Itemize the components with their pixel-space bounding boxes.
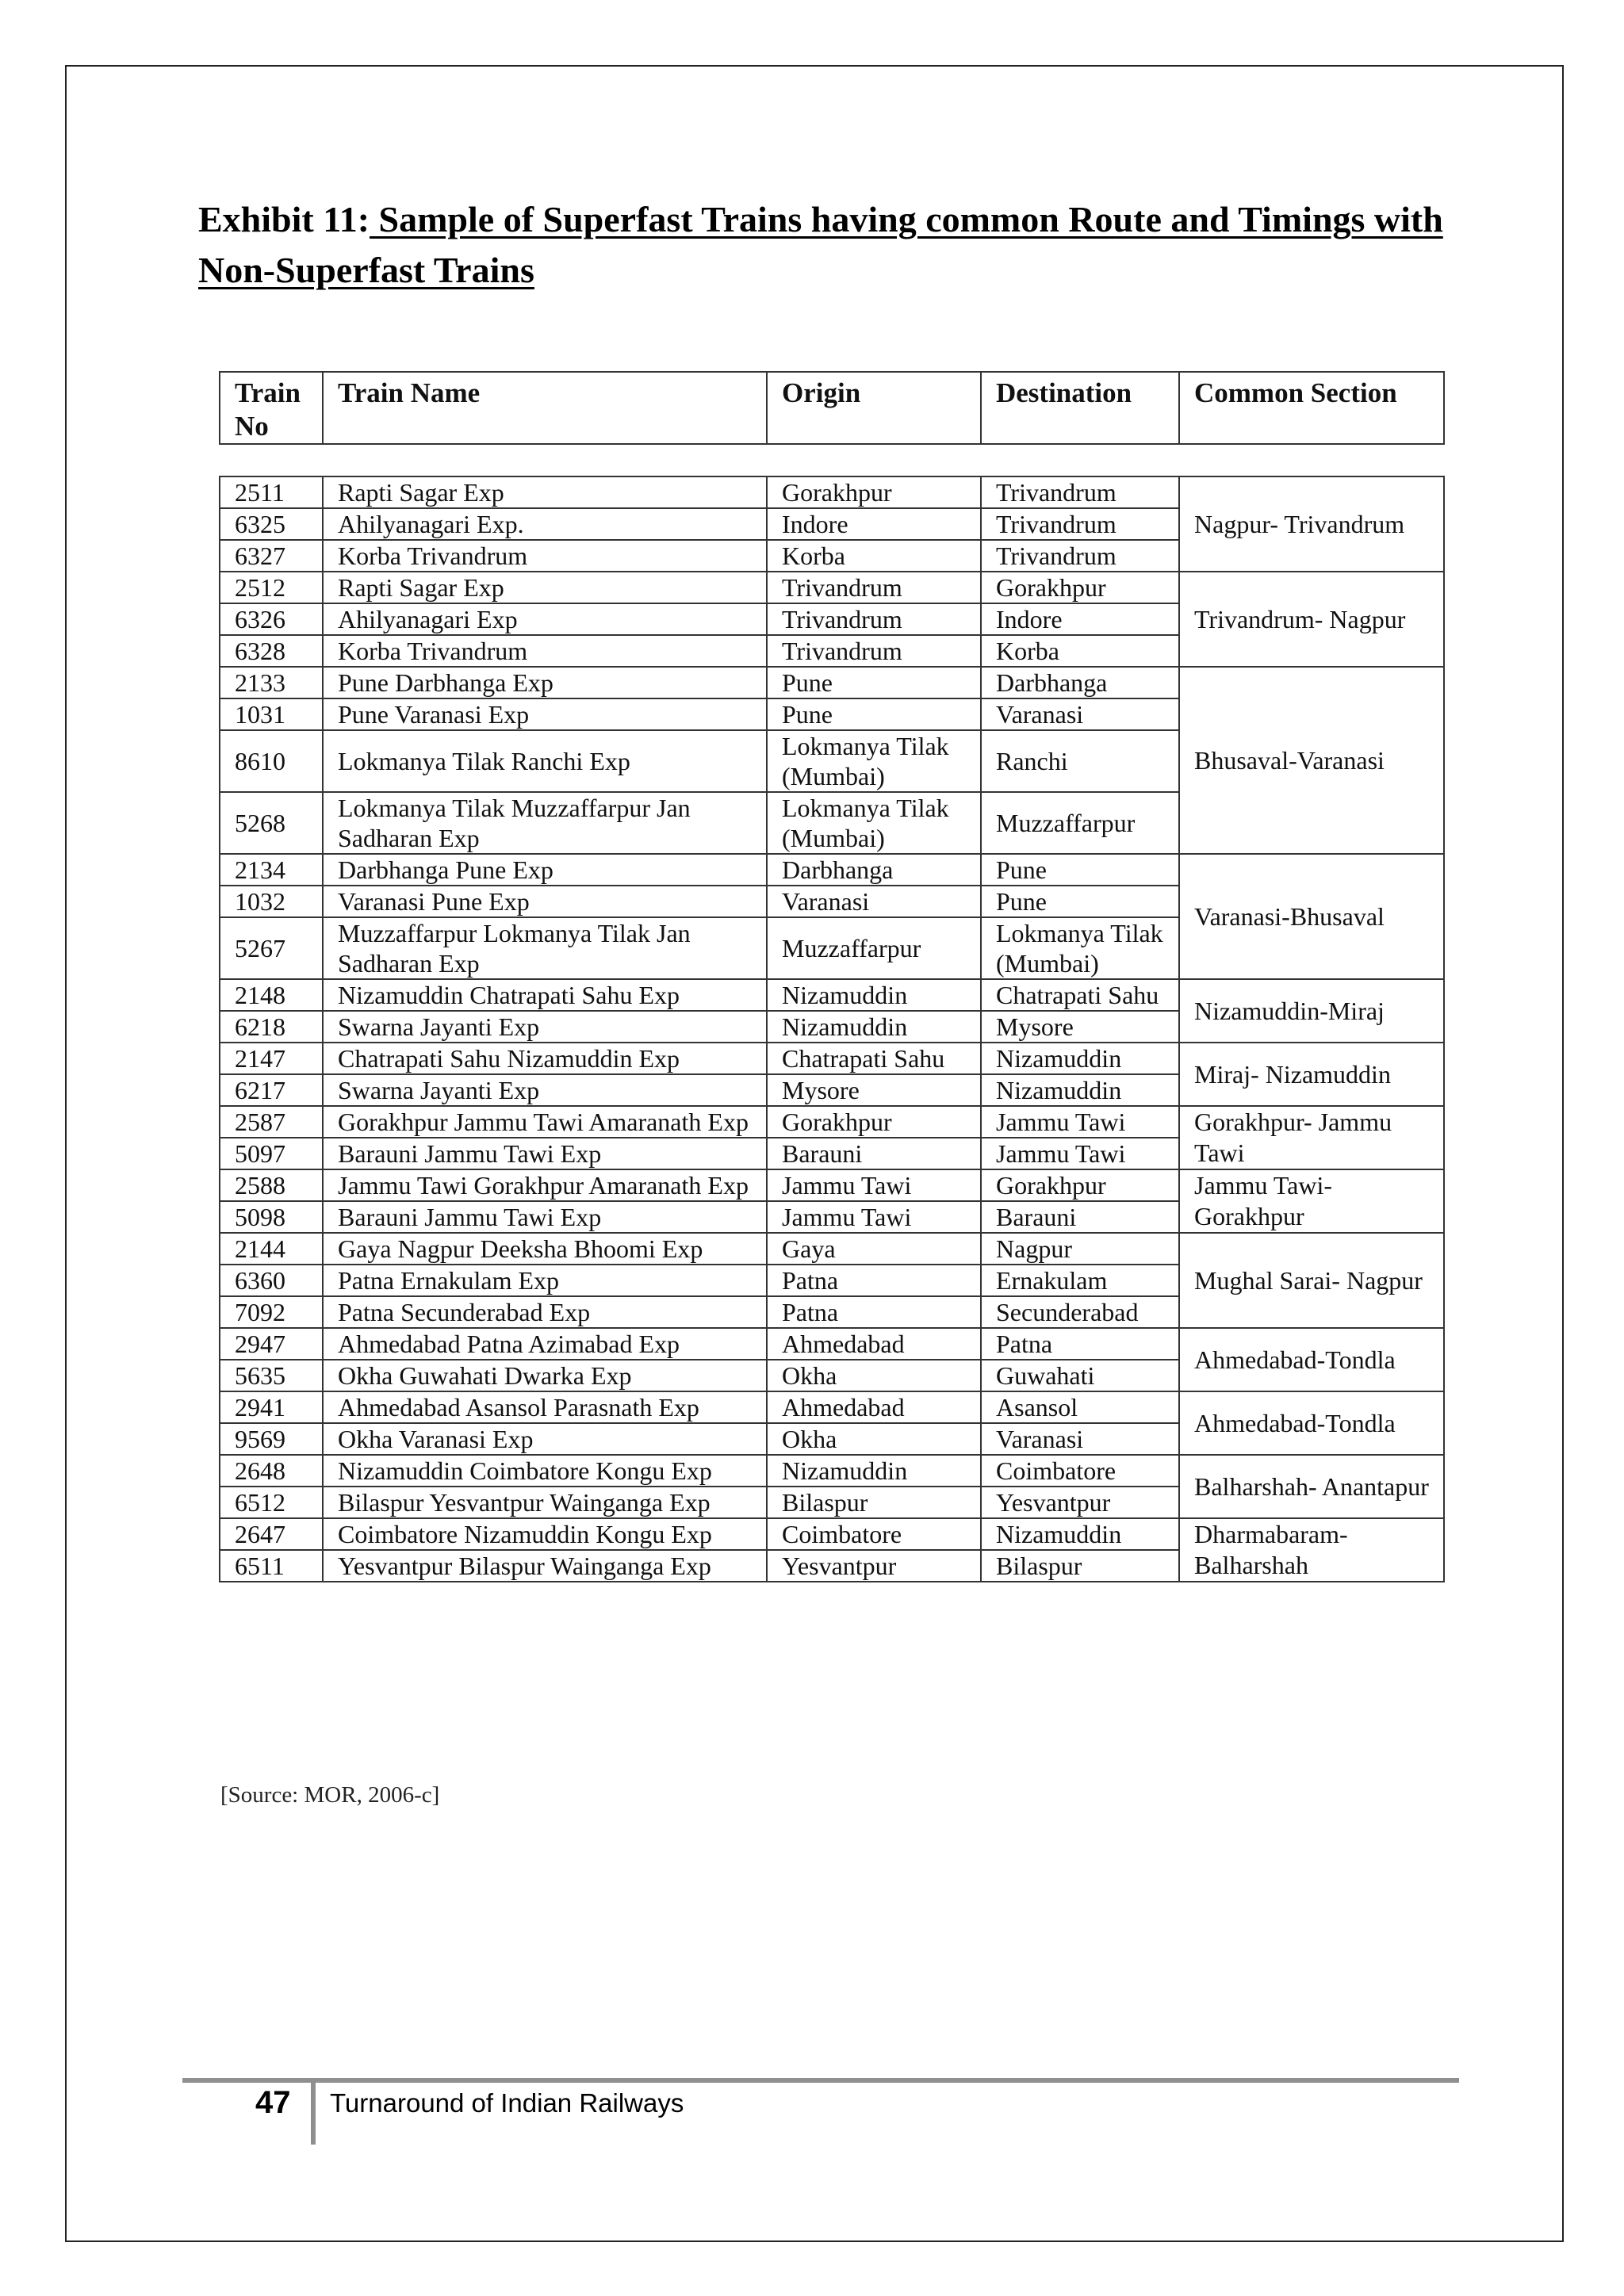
cell-origin: Yesvantpur bbox=[767, 1550, 981, 1582]
cell-origin: Okha bbox=[767, 1423, 981, 1455]
cell-common-section: Nizamuddin-Miraj bbox=[1179, 979, 1444, 1043]
cell-common-section: Mughal Sarai- Nagpur bbox=[1179, 1233, 1444, 1328]
cell-train-name: Chatrapati Sahu Nizamuddin Exp bbox=[323, 1043, 767, 1074]
cell-common-section: Nagpur- Trivandrum bbox=[1179, 476, 1444, 572]
cell-train-name: Rapti Sagar Exp bbox=[323, 476, 767, 508]
cell-origin: Gaya bbox=[767, 1233, 981, 1265]
cell-destination: Jammu Tawi bbox=[981, 1106, 1179, 1138]
cell-train-name: Ahilyanagari Exp. bbox=[323, 508, 767, 540]
cell-train-name: Lokmanya Tilak Ranchi Exp bbox=[323, 730, 767, 792]
cell-train-no: 2587 bbox=[220, 1106, 323, 1138]
cell-origin: Jammu Tawi bbox=[767, 1201, 981, 1233]
cell-train-name: Darbhanga Pune Exp bbox=[323, 854, 767, 886]
table-row bbox=[220, 1233, 1444, 1265]
cell-origin: Trivandrum bbox=[767, 603, 981, 635]
cell-train-no: 7092 bbox=[220, 1296, 323, 1328]
cell-origin: Pune bbox=[767, 667, 981, 698]
cell-train-name: Ahmedabad Patna Azimabad Exp bbox=[323, 1328, 767, 1360]
cell-origin: Lokmanya Tilak (Mumbai) bbox=[767, 792, 981, 854]
cell-train-name: Korba Trivandrum bbox=[323, 540, 767, 572]
cell-train-no: 5268 bbox=[220, 792, 323, 854]
header-common-section: Common Section bbox=[1179, 372, 1444, 444]
cell-train-no: 6511 bbox=[220, 1550, 323, 1582]
cell-train-name: Yesvantpur Bilaspur Wainganga Exp bbox=[323, 1550, 767, 1582]
exhibit-label: Exhibit 11: bbox=[198, 199, 370, 239]
cell-destination: Trivandrum bbox=[981, 476, 1179, 508]
cell-destination: Secunderabad bbox=[981, 1296, 1179, 1328]
cell-destination: Guwahati bbox=[981, 1360, 1179, 1391]
cell-destination: Trivandrum bbox=[981, 508, 1179, 540]
cell-train-no: 9569 bbox=[220, 1423, 323, 1455]
cell-train-name: Okha Varanasi Exp bbox=[323, 1423, 767, 1455]
cell-train-no: 2947 bbox=[220, 1328, 323, 1360]
header-train-no: Train No bbox=[220, 372, 323, 444]
cell-train-name: Pune Darbhanga Exp bbox=[323, 667, 767, 698]
cell-destination: Pune bbox=[981, 886, 1179, 917]
cell-train-no: 6326 bbox=[220, 603, 323, 635]
cell-destination: Mysore bbox=[981, 1011, 1179, 1043]
table-row bbox=[220, 1391, 1444, 1423]
cell-train-no: 6327 bbox=[220, 540, 323, 572]
cell-destination: Yesvantpur bbox=[981, 1487, 1179, 1518]
cell-origin: Darbhanga bbox=[767, 854, 981, 886]
cell-train-no: 2648 bbox=[220, 1455, 323, 1487]
cell-origin: Indore bbox=[767, 508, 981, 540]
cell-train-no: 2144 bbox=[220, 1233, 323, 1265]
cell-train-no: 5097 bbox=[220, 1138, 323, 1169]
cell-train-no: 6360 bbox=[220, 1265, 323, 1296]
cell-destination: Gorakhpur bbox=[981, 1169, 1179, 1201]
table-row bbox=[220, 667, 1444, 698]
cell-destination: Coimbatore bbox=[981, 1455, 1179, 1487]
cell-train-no: 6218 bbox=[220, 1011, 323, 1043]
cell-train-no: 2941 bbox=[220, 1391, 323, 1423]
cell-train-no: 6512 bbox=[220, 1487, 323, 1518]
cell-destination: Ranchi bbox=[981, 730, 1179, 792]
cell-train-name: Swarna Jayanti Exp bbox=[323, 1011, 767, 1043]
cell-destination: Asansol bbox=[981, 1391, 1179, 1423]
cell-destination: Darbhanga bbox=[981, 667, 1179, 698]
source-note: [Source: MOR, 2006-c] bbox=[220, 1782, 440, 1808]
table-row bbox=[220, 1106, 1444, 1138]
cell-origin: Varanasi bbox=[767, 886, 981, 917]
cell-origin: Jammu Tawi bbox=[767, 1169, 981, 1201]
table-row bbox=[220, 1328, 1444, 1360]
footer-title: Turnaround of Indian Railways bbox=[330, 2088, 684, 2118]
cell-origin: Coimbatore bbox=[767, 1518, 981, 1550]
cell-destination: Nizamuddin bbox=[981, 1043, 1179, 1074]
cell-origin: Nizamuddin bbox=[767, 1011, 981, 1043]
cell-train-name: Pune Varanasi Exp bbox=[323, 698, 767, 730]
cell-train-no: 2512 bbox=[220, 572, 323, 603]
cell-origin: Gorakhpur bbox=[767, 1106, 981, 1138]
cell-train-no: 2134 bbox=[220, 854, 323, 886]
cell-origin: Ahmedabad bbox=[767, 1391, 981, 1423]
cell-train-name: Barauni Jammu Tawi Exp bbox=[323, 1201, 767, 1233]
cell-common-section: Jammu Tawi- Gorakhpur bbox=[1179, 1169, 1444, 1233]
cell-train-no: 2647 bbox=[220, 1518, 323, 1550]
cell-train-name: Lokmanya Tilak Muzzaffarpur Jan Sadharan Exp bbox=[323, 792, 767, 854]
table-row bbox=[220, 854, 1444, 886]
cell-train-name: Barauni Jammu Tawi Exp bbox=[323, 1138, 767, 1169]
footer-rule bbox=[182, 2078, 1459, 2083]
cell-destination: Lokmanya Tilak (Mumbai) bbox=[981, 917, 1179, 979]
cell-origin: Nizamuddin bbox=[767, 1455, 981, 1487]
cell-origin: Muzzaffarpur bbox=[767, 917, 981, 979]
cell-train-name: Ahilyanagari Exp bbox=[323, 603, 767, 635]
cell-train-name: Nizamuddin Chatrapati Sahu Exp bbox=[323, 979, 767, 1011]
cell-common-section: Ahmedabad-Tondla bbox=[1179, 1391, 1444, 1455]
cell-destination: Varanasi bbox=[981, 698, 1179, 730]
cell-origin: Okha bbox=[767, 1360, 981, 1391]
header-train-name: Train Name bbox=[323, 372, 767, 444]
cell-train-no: 5635 bbox=[220, 1360, 323, 1391]
table-row bbox=[220, 476, 1444, 508]
cell-train-no: 2511 bbox=[220, 476, 323, 508]
cell-train-name: Ahmedabad Asansol Parasnath Exp bbox=[323, 1391, 767, 1423]
cell-common-section: Gorakhpur- Jammu Tawi bbox=[1179, 1106, 1444, 1169]
cell-train-name: Gorakhpur Jammu Tawi Amaranath Exp bbox=[323, 1106, 767, 1138]
cell-destination: Muzzaffarpur bbox=[981, 792, 1179, 854]
cell-common-section: Varanasi-Bhusaval bbox=[1179, 854, 1444, 979]
cell-destination: Nizamuddin bbox=[981, 1518, 1179, 1550]
cell-train-name: Coimbatore Nizamuddin Kongu Exp bbox=[323, 1518, 767, 1550]
cell-origin: Barauni bbox=[767, 1138, 981, 1169]
cell-train-no: 2133 bbox=[220, 667, 323, 698]
cell-train-name: Korba Trivandrum bbox=[323, 635, 767, 667]
cell-destination: Ernakulam bbox=[981, 1265, 1179, 1296]
cell-train-no: 5098 bbox=[220, 1201, 323, 1233]
cell-train-name: Gaya Nagpur Deeksha Bhoomi Exp bbox=[323, 1233, 767, 1265]
cell-train-name: Varanasi Pune Exp bbox=[323, 886, 767, 917]
cell-origin: Chatrapati Sahu bbox=[767, 1043, 981, 1074]
header-table bbox=[219, 371, 1445, 445]
cell-train-name: Swarna Jayanti Exp bbox=[323, 1074, 767, 1106]
cell-destination: Trivandrum bbox=[981, 540, 1179, 572]
cell-origin: Trivandrum bbox=[767, 572, 981, 603]
cell-train-no: 6325 bbox=[220, 508, 323, 540]
cell-common-section: Miraj- Nizamuddin bbox=[1179, 1043, 1444, 1106]
cell-train-name: Bilaspur Yesvantpur Wainganga Exp bbox=[323, 1487, 767, 1518]
cell-destination: Bilaspur bbox=[981, 1550, 1179, 1582]
footer-divider bbox=[311, 2083, 316, 2145]
trains-table bbox=[219, 476, 1445, 1582]
table-row bbox=[220, 572, 1444, 603]
cell-destination: Pune bbox=[981, 854, 1179, 886]
cell-destination: Gorakhpur bbox=[981, 572, 1179, 603]
exhibit-title bbox=[198, 194, 1451, 296]
table-row bbox=[220, 1043, 1444, 1074]
trains-table-body bbox=[220, 476, 1444, 1582]
header-row bbox=[220, 372, 1444, 444]
cell-origin: Mysore bbox=[767, 1074, 981, 1106]
cell-train-name: Rapti Sagar Exp bbox=[323, 572, 767, 603]
cell-destination: Barauni bbox=[981, 1201, 1179, 1233]
cell-train-name: Patna Ernakulam Exp bbox=[323, 1265, 767, 1296]
exhibit-caption: Sample of Superfast Trains having common Route and Timings with Non-Superfast Trains bbox=[198, 199, 1443, 290]
cell-train-name: Patna Secunderabad Exp bbox=[323, 1296, 767, 1328]
table-row bbox=[220, 1518, 1444, 1550]
cell-common-section: Trivandrum- Nagpur bbox=[1179, 572, 1444, 667]
header-destination: Destination bbox=[981, 372, 1179, 444]
cell-destination: Indore bbox=[981, 603, 1179, 635]
cell-destination: Jammu Tawi bbox=[981, 1138, 1179, 1169]
cell-origin: Trivandrum bbox=[767, 635, 981, 667]
cell-destination: Nagpur bbox=[981, 1233, 1179, 1265]
cell-destination: Varanasi bbox=[981, 1423, 1179, 1455]
cell-common-section: Bhusaval-Varanasi bbox=[1179, 667, 1444, 854]
cell-destination: Chatrapati Sahu bbox=[981, 979, 1179, 1011]
cell-common-section: Dharmabaram- Balharshah bbox=[1179, 1518, 1444, 1582]
cell-destination: Nizamuddin bbox=[981, 1074, 1179, 1106]
cell-destination: Patna bbox=[981, 1328, 1179, 1360]
cell-train-name: Muzzaffarpur Lokmanya Tilak Jan Sadharan Exp bbox=[323, 917, 767, 979]
table-row bbox=[220, 1455, 1444, 1487]
cell-train-no: 2588 bbox=[220, 1169, 323, 1201]
cell-origin: Gorakhpur bbox=[767, 476, 981, 508]
cell-train-no: 8610 bbox=[220, 730, 323, 792]
cell-origin: Pune bbox=[767, 698, 981, 730]
cell-train-no: 2147 bbox=[220, 1043, 323, 1074]
cell-train-name: Jammu Tawi Gorakhpur Amaranath Exp bbox=[323, 1169, 767, 1201]
cell-train-no: 5267 bbox=[220, 917, 323, 979]
cell-train-no: 6217 bbox=[220, 1074, 323, 1106]
cell-train-name: Okha Guwahati Dwarka Exp bbox=[323, 1360, 767, 1391]
header-origin: Origin bbox=[767, 372, 981, 444]
cell-origin: Nizamuddin bbox=[767, 979, 981, 1011]
cell-destination: Korba bbox=[981, 635, 1179, 667]
cell-train-no: 2148 bbox=[220, 979, 323, 1011]
cell-origin: Lokmanya Tilak (Mumbai) bbox=[767, 730, 981, 792]
page-number: 47 bbox=[255, 2085, 291, 2120]
cell-origin: Patna bbox=[767, 1265, 981, 1296]
cell-origin: Patna bbox=[767, 1296, 981, 1328]
cell-train-no: 1032 bbox=[220, 886, 323, 917]
cell-origin: Bilaspur bbox=[767, 1487, 981, 1518]
cell-train-no: 1031 bbox=[220, 698, 323, 730]
table-row bbox=[220, 1169, 1444, 1201]
cell-common-section: Ahmedabad-Tondla bbox=[1179, 1328, 1444, 1391]
cell-train-name: Nizamuddin Coimbatore Kongu Exp bbox=[323, 1455, 767, 1487]
cell-common-section: Balharshah- Anantapur bbox=[1179, 1455, 1444, 1518]
table-row bbox=[220, 979, 1444, 1011]
cell-train-no: 6328 bbox=[220, 635, 323, 667]
cell-origin: Korba bbox=[767, 540, 981, 572]
cell-origin: Ahmedabad bbox=[767, 1328, 981, 1360]
